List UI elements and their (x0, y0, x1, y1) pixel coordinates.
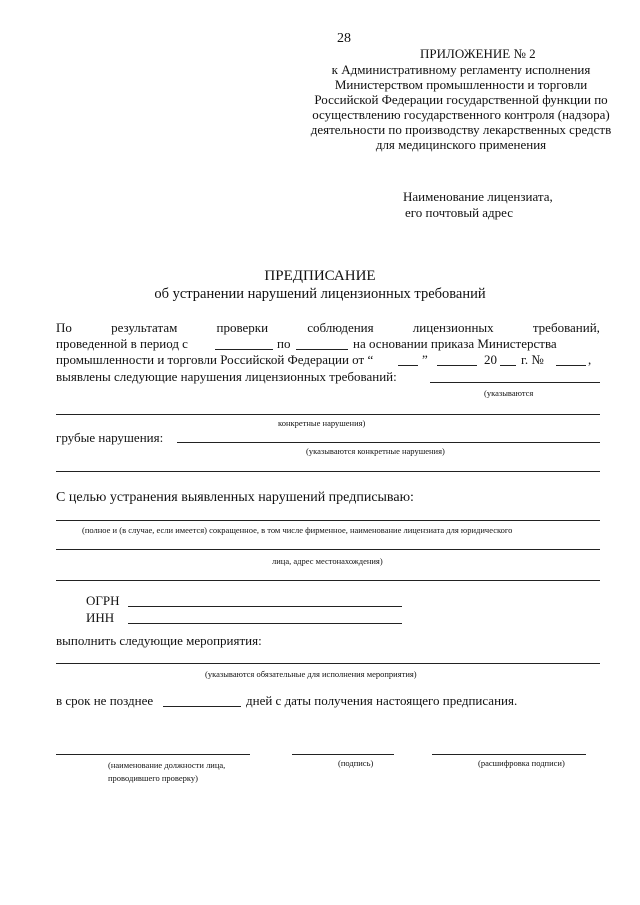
intro-word: проверки (216, 320, 269, 335)
appendix-line: деятельности по производству лекарственных средств (310, 122, 612, 137)
page-number: 28 (337, 31, 351, 46)
position-field[interactable] (56, 754, 250, 755)
appendix-line: осуществлению государственного контроля (надзора) (312, 107, 610, 122)
intro-number-label: г. № (521, 352, 544, 367)
ogrn-label: ОГРН (86, 593, 120, 608)
licensee-name-field-3[interactable] (56, 580, 600, 581)
violations-field-2[interactable] (56, 414, 600, 415)
intro-word: По (56, 320, 72, 335)
intro-quote-close: ” (422, 352, 428, 367)
order-month-field[interactable] (437, 365, 477, 366)
caption-signature: (подпись) (338, 758, 374, 768)
intro-to-label: по (277, 336, 291, 351)
caption-specified: (указываются (484, 388, 534, 398)
caption-name-full: (полное и (в случае, если имеется) сокращенное, в том числе фирменное, наименование лицензиата для юридического (82, 525, 513, 535)
signature-field[interactable] (292, 754, 394, 755)
measures-label: выполнить следующие мероприятия: (56, 633, 262, 648)
intro-line-1 (56, 320, 600, 335)
gross-violations-field-1[interactable] (177, 442, 600, 443)
gross-violations-field-2[interactable] (56, 471, 600, 472)
appendix-title: ПРИЛОЖЕНИЕ № 2 (420, 46, 536, 61)
caption-position-2: проводившего проверку) (108, 773, 198, 783)
licensee-address-label: его почтовый адрес (405, 205, 514, 220)
order-year-field[interactable] (500, 365, 516, 366)
intro-word: требований, (532, 320, 600, 335)
measures-field[interactable] (56, 663, 600, 664)
caption-measures: (указываются обязательные для исполнения мероприятия) (205, 669, 417, 679)
licensee-name-field-1[interactable] (56, 520, 600, 521)
intro-ministry-label: промышленности и торговли Российской Федерации от “ (56, 352, 374, 367)
inn-field[interactable] (128, 623, 402, 624)
licensee-name-field-2[interactable] (56, 549, 600, 550)
inn-label: ИНН (86, 610, 115, 625)
caption-position-1: (наименование должности лица, (108, 760, 226, 770)
violations-label: выявлены следующие нарушения лицензионных требований: (56, 369, 397, 384)
order-number-field[interactable] (556, 365, 586, 366)
decode-field[interactable] (432, 754, 586, 755)
caption-violations: конкретные нарушения) (278, 418, 366, 428)
intro-comma: , (588, 352, 592, 367)
period-from-field[interactable] (215, 349, 273, 350)
ogrn-field[interactable] (128, 606, 402, 607)
period-to-field[interactable] (296, 349, 348, 350)
intro-period-label: проведенной в период с (56, 336, 188, 351)
doc-subtitle: об устранении нарушений лицензионных требований (154, 286, 486, 302)
prescribe-label: С целью устранения выявленных нарушений предписываю: (56, 490, 414, 505)
violations-field-1[interactable] (430, 382, 600, 383)
gross-violations-label: грубые нарушения: (56, 430, 164, 445)
appendix-text (300, 62, 622, 152)
caption-decode: (расшифровка подписи) (478, 758, 565, 768)
deadline-days-field[interactable] (163, 706, 241, 707)
caption-gross-specified: (указываются конкретные нарушения) (306, 446, 445, 456)
appendix-line: Министерством промышленности и торговли (334, 77, 588, 92)
deadline-label: в срок не позднее (56, 693, 154, 708)
deadline-suffix: дней с даты получения настоящего предписания. (246, 693, 518, 708)
appendix-line: Российской Федерации государственной функции по (314, 92, 608, 107)
intro-word: лицензионных (412, 320, 494, 335)
intro-word: результатам (111, 320, 178, 335)
intro-order-label: на основании приказа Министерства (353, 336, 557, 351)
caption-name-address: лица, адрес местонахождения) (272, 556, 383, 566)
licensee-name-label: Наименование лицензиата, (403, 189, 553, 204)
intro-word: соблюдения (307, 320, 374, 335)
appendix-line: для медицинского применения (375, 137, 547, 152)
order-day-field[interactable] (398, 365, 418, 366)
appendix-line: к Административному регламенту исполнения (331, 62, 591, 77)
doc-title: ПРЕДПИСАНИЕ (264, 268, 376, 284)
intro-year-prefix: 20 (484, 352, 497, 367)
